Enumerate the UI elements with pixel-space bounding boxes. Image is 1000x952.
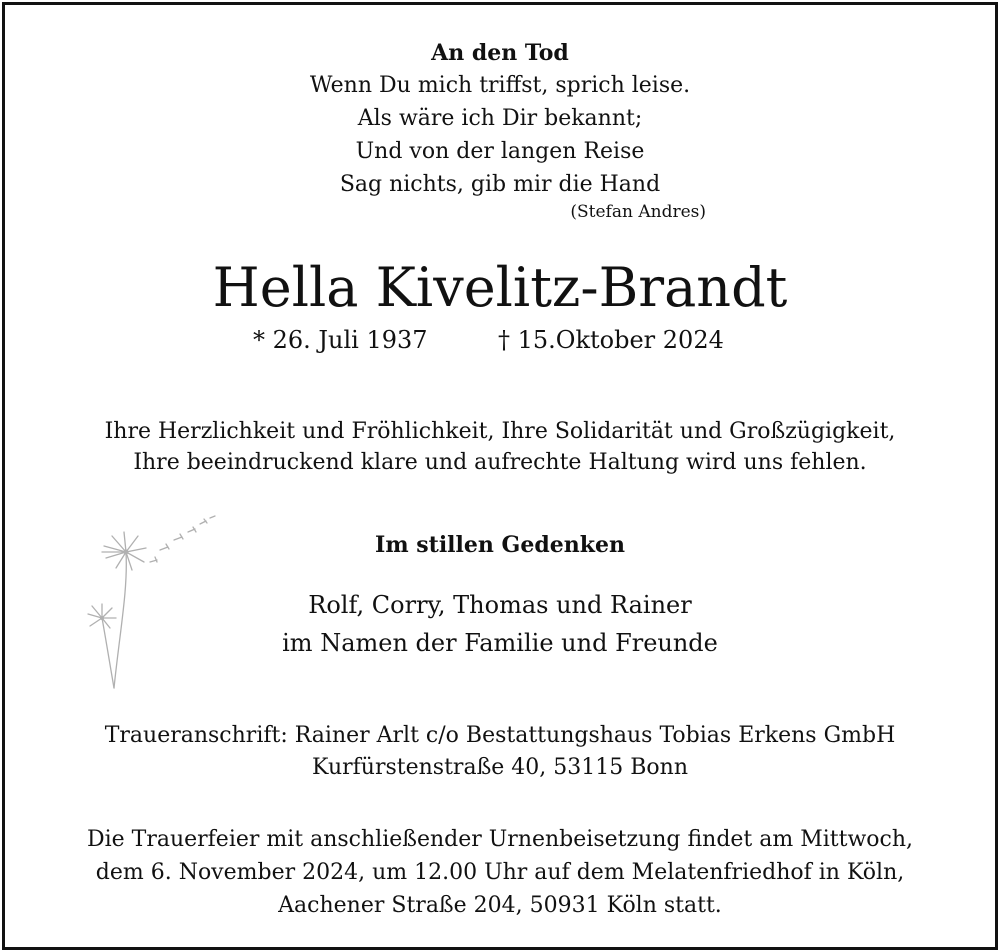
birth-date: * 26. Juli 1937 (253, 326, 428, 354)
poem-line: Und von der langen Reise (355, 139, 645, 164)
ceremony-line: Die Trauerfeier mit anschließender Urnenbeisetzung findet am Mittwoch, (86, 827, 914, 852)
poem-text (0, 69, 1000, 201)
poem-line: Sag nichts, gib mir die Hand (339, 172, 661, 197)
deceased-name: Hella Kivelitz-Brandt (212, 256, 788, 319)
death-date: † 15.Oktober 2024 (498, 326, 724, 354)
tribute-text (0, 416, 1000, 478)
ceremony-line: dem 6. November 2024, um 12.00 Uhr auf dem Melatenfriedhof in Köln, (95, 860, 905, 885)
memorial-heading: Im stillen Gedenken (375, 532, 625, 558)
ceremony-info (0, 823, 1000, 922)
mourners-line: Rolf, Corry, Thomas und Rainer (308, 591, 692, 619)
address-line: Kurfürstenstraße 40, 53115 Bonn (312, 755, 688, 780)
tribute-line: Ihre beeindruckend klare und aufrechte Haltung wird uns fehlen. (133, 450, 867, 475)
poem-title: An den Tod (431, 40, 569, 66)
poem-line: Als wäre ich Dir bekannt; (357, 106, 643, 131)
mourners-line: im Namen der Familie und Freunde (282, 629, 718, 657)
tribute-line: Ihre Herzlichkeit und Fröhlichkeit, Ihre Solidarität und Großzügigkeit, (104, 419, 896, 444)
mourning-address (0, 720, 1000, 784)
address-line: Traueranschrift: Rainer Arlt c/o Bestattungshaus Tobias Erkens GmbH (104, 723, 896, 748)
poem-author: (Stefan Andres) (570, 202, 706, 222)
poem-line: Wenn Du mich triffst, sprich leise. (309, 73, 691, 98)
ceremony-line: Aachener Straße 204, 50931 Köln statt. (278, 893, 722, 918)
mourners (0, 586, 1000, 662)
